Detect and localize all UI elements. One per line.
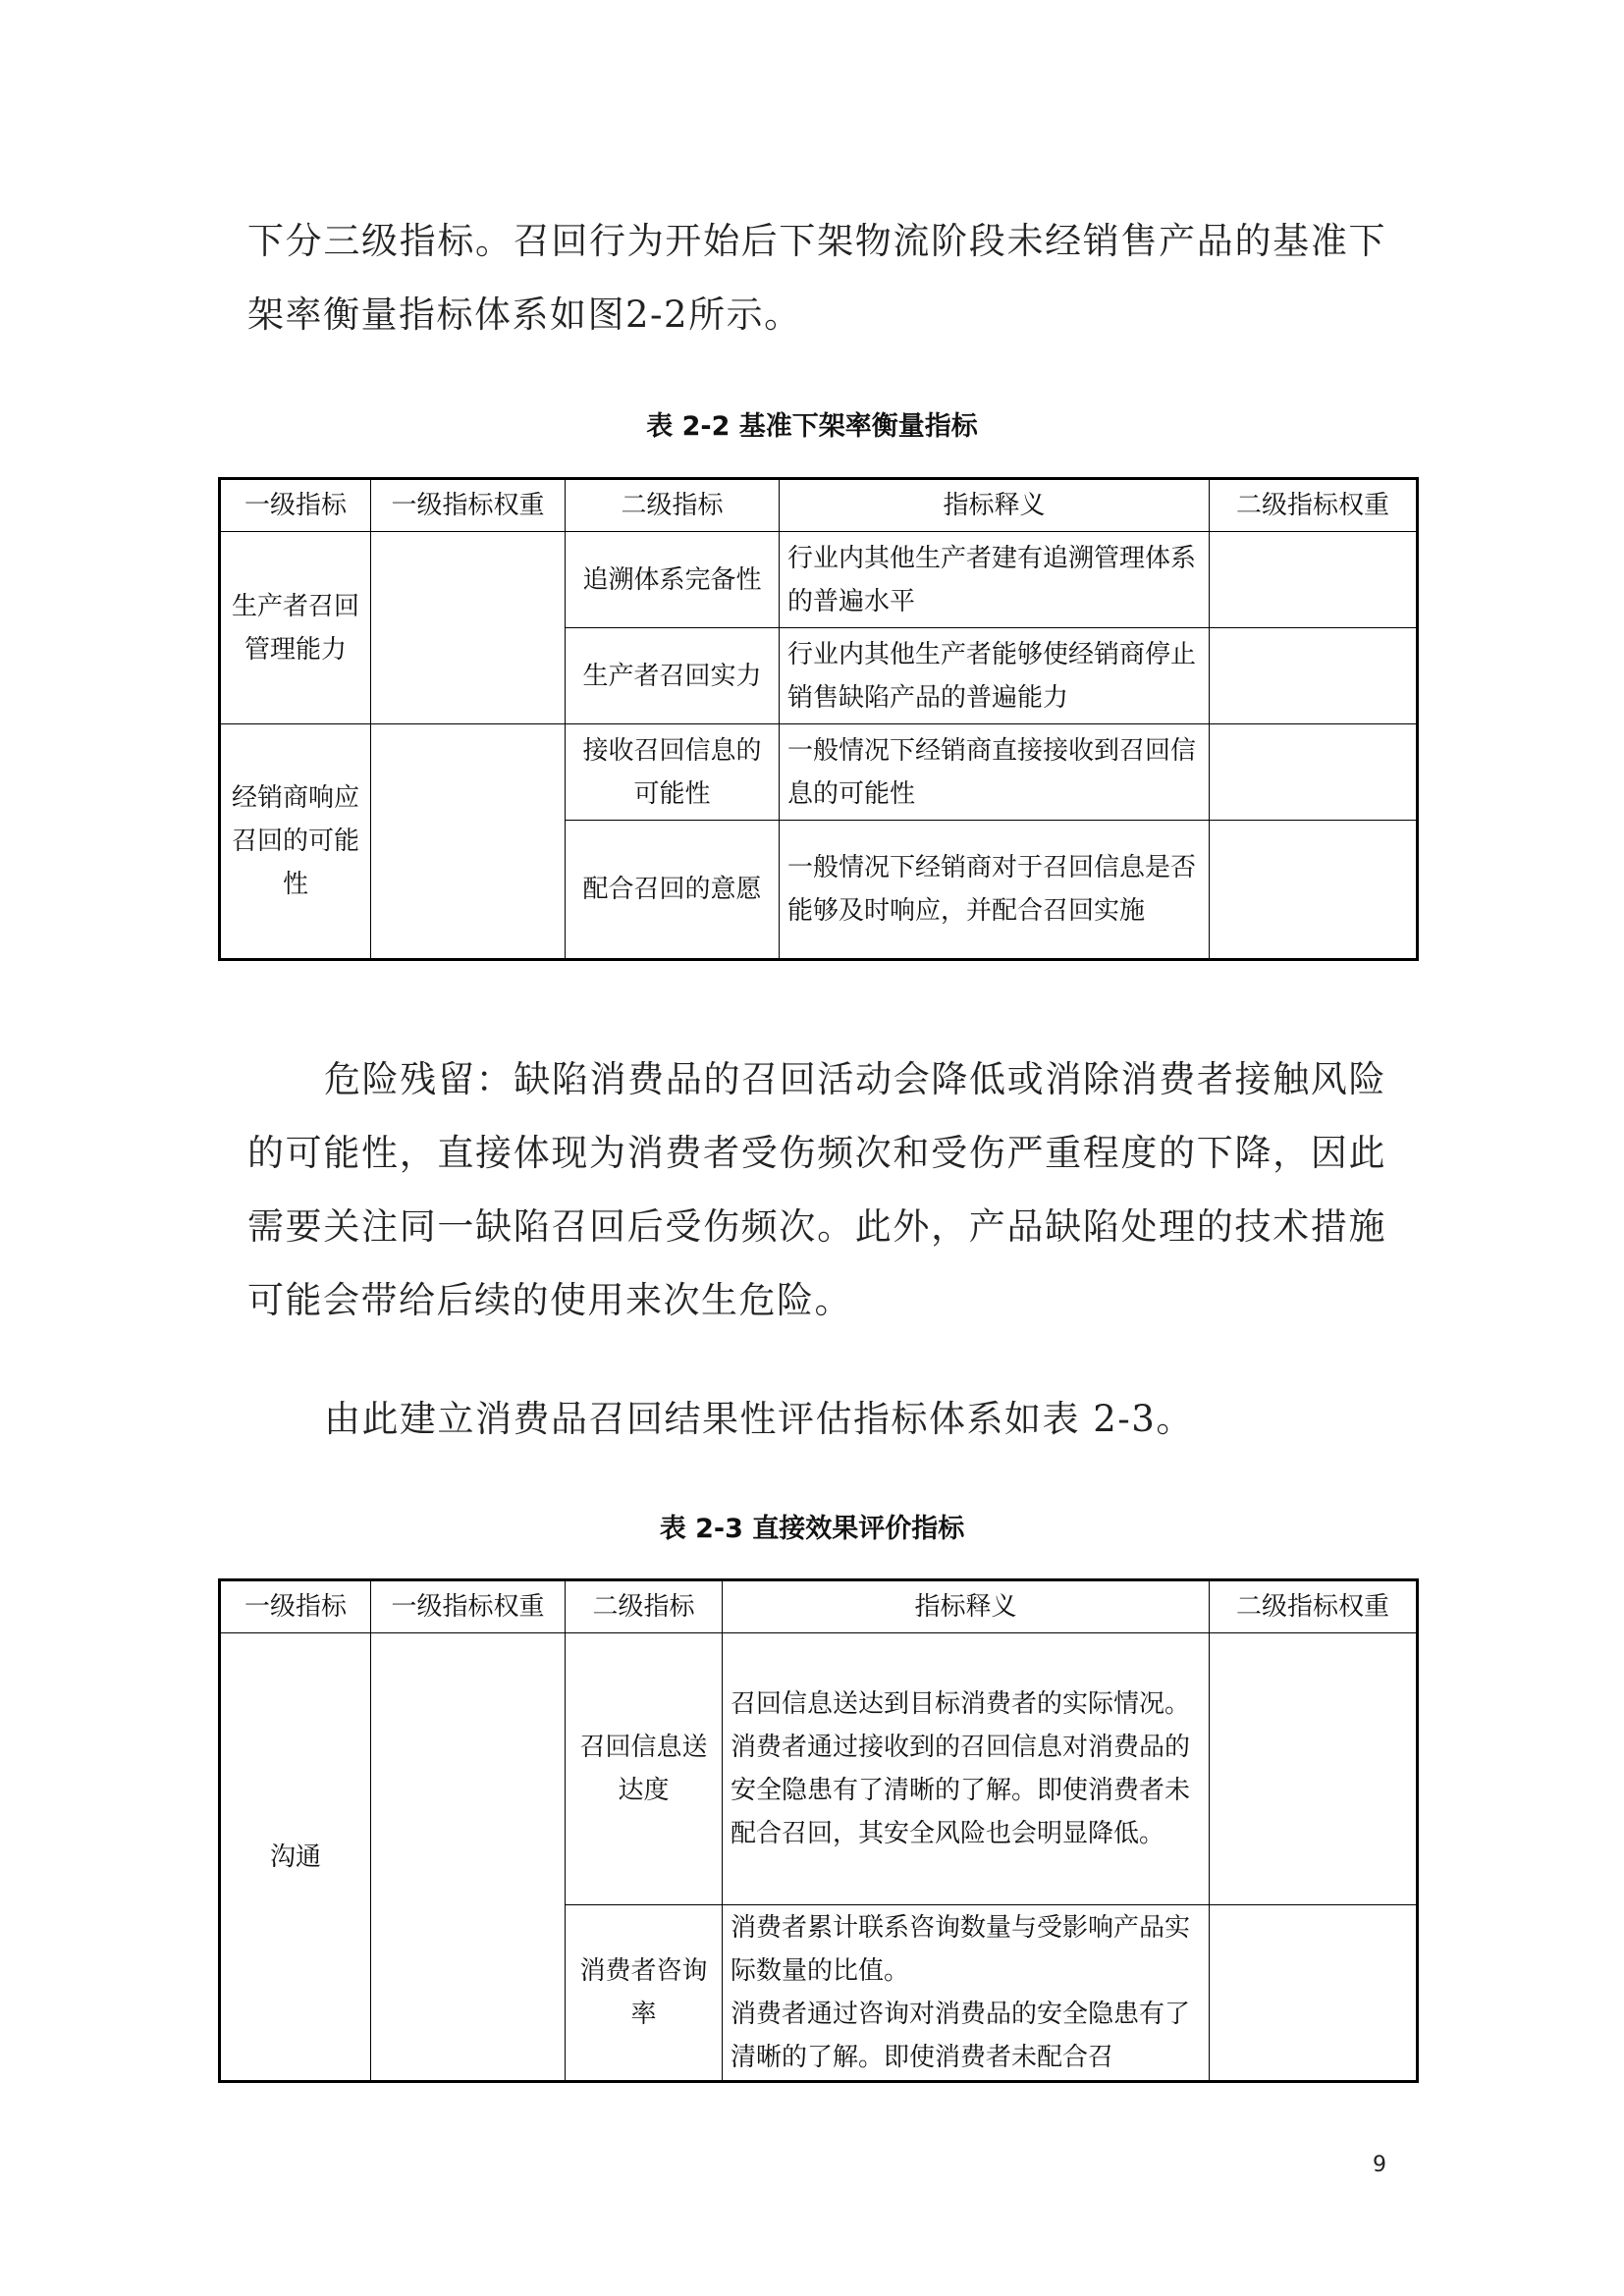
risk-paragraph: 危险残留：缺陷消费品的召回活动会降低或消除消费者接触风险的可能性，直接体现为消费者受伤频次和受伤严重程度的下降，因此需要关注同一缺陷召回后受伤频次。此外，产品缺陷处理的技术措施可能会带给后续的使用来次生危险。 bbox=[247, 1058, 1386, 1321]
level2-cell: 配合召回的意愿 bbox=[566, 821, 780, 960]
table-row bbox=[220, 724, 1418, 821]
table-2-2 bbox=[218, 477, 1419, 961]
level2-cell: 消费者咨询率 bbox=[566, 1905, 723, 2082]
explain-definition: 消费者累计联系咨询数量与受影响产品实际数量的比值。 bbox=[731, 1913, 1191, 1986]
explain-cell: 一般情况下经销商对于召回信息是否能够及时响应，并配合召回实施 bbox=[780, 821, 1210, 960]
explain-definition: 召回信息送达到目标消费者的实际情况。 bbox=[731, 1689, 1191, 1719]
header-cell: 二级指标 bbox=[566, 1580, 723, 1633]
explain-cell: 行业内其他生产者建有追溯管理体系的普遍水平 bbox=[780, 532, 1210, 628]
header-cell: 指标释义 bbox=[780, 479, 1210, 532]
table-2-3-caption: 表 2-3 直接效果评价指标 bbox=[659, 1514, 965, 1544]
level2-weight-cell bbox=[1210, 821, 1418, 960]
header-cell: 二级指标 bbox=[566, 479, 780, 532]
explain-effect: 消费者通过接收到的召回信息对消费品的安全隐患有了清晰的了解。即使消费者未配合召回，其安全风险也会明显降低。 bbox=[731, 1733, 1191, 1848]
header-cell: 二级指标权重 bbox=[1210, 1580, 1418, 1633]
header-cell: 指标释义 bbox=[723, 1580, 1210, 1633]
header-cell: 一级指标 bbox=[220, 1580, 371, 1633]
level1-cell: 生产者召回管理能力 bbox=[220, 532, 371, 724]
table-row bbox=[220, 1633, 1418, 1905]
level2-weight-cell bbox=[1210, 532, 1418, 628]
intro-paragraph: 下分三级指标。召回行为开始后下架物流阶段未经销售产品的基准下架率衡量指标体系如图2-2所示。 bbox=[247, 220, 1386, 336]
page-number: 9 bbox=[1373, 2153, 1386, 2177]
explain-cell: 一般情况下经销商直接接收到召回信息的可能性 bbox=[780, 724, 1210, 821]
level1-weight-cell bbox=[371, 1633, 566, 2082]
summary-paragraph: 由此建立消费品召回结果性评估指标体系如表 2-3。 bbox=[324, 1398, 1194, 1440]
level2-weight-cell bbox=[1210, 1905, 1418, 2082]
level2-cell: 接收召回信息的可能性 bbox=[566, 724, 780, 821]
header-cell: 一级指标 bbox=[220, 479, 371, 532]
level1-weight-cell bbox=[371, 724, 566, 960]
level2-cell: 生产者召回实力 bbox=[566, 628, 780, 724]
explain-cell bbox=[723, 1905, 1210, 2082]
table-row bbox=[220, 532, 1418, 628]
level2-cell: 召回信息送达度 bbox=[566, 1633, 723, 1905]
level2-weight-cell bbox=[1210, 724, 1418, 821]
table-2-2-caption: 表 2-2 基准下架率衡量指标 bbox=[646, 411, 978, 442]
level1-weight-cell bbox=[371, 532, 566, 724]
level1-cell: 沟通 bbox=[220, 1633, 371, 2082]
level2-weight-cell bbox=[1210, 628, 1418, 724]
explain-cell bbox=[723, 1633, 1210, 1905]
header-cell: 一级指标权重 bbox=[371, 1580, 566, 1633]
level2-weight-cell bbox=[1210, 1633, 1418, 1905]
header-cell: 一级指标权重 bbox=[371, 479, 566, 532]
level1-cell: 经销商响应召回的可能性 bbox=[220, 724, 371, 960]
table-header-row bbox=[220, 479, 1418, 532]
explain-effect: 消费者通过咨询对消费品的安全隐患有了清晰的了解。即使消费者未配合召 bbox=[731, 2000, 1191, 2072]
table-header-row bbox=[220, 1580, 1418, 1633]
header-cell: 二级指标权重 bbox=[1210, 479, 1418, 532]
level2-cell: 追溯体系完备性 bbox=[566, 532, 780, 628]
table-2-3 bbox=[218, 1578, 1419, 2083]
explain-cell: 行业内其他生产者能够使经销商停止销售缺陷产品的普遍能力 bbox=[780, 628, 1210, 724]
